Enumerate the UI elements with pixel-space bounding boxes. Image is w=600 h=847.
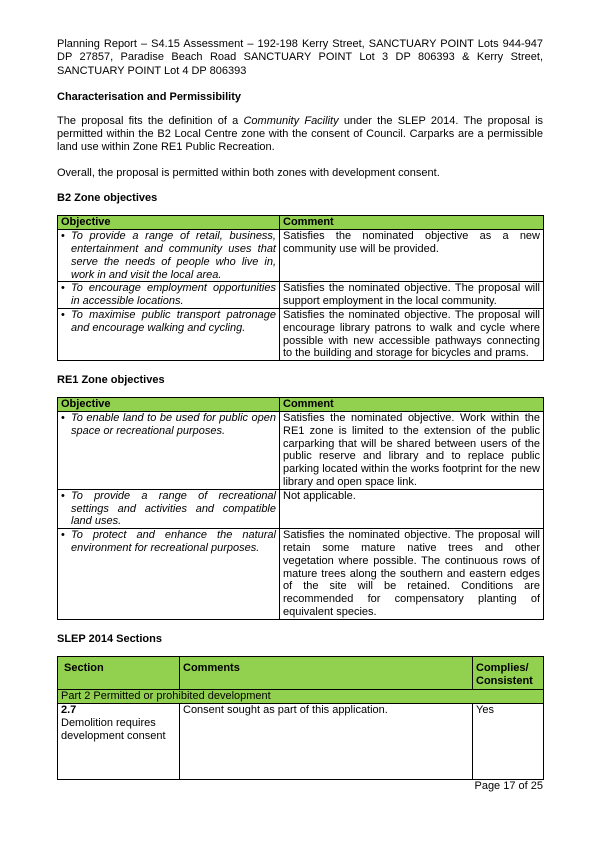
table-row <box>58 704 544 780</box>
part-row <box>58 690 544 704</box>
comment-cell: Satisfies the nominated objective as a new community use will be provided. <box>280 230 544 282</box>
objective-text: To provide a range of retail, business, entertainment and community uses that serve the needs of people who live in, work in and visit the local area. <box>71 230 276 281</box>
comment-cell: Satisfies the nominated objective. Work within the RE1 zone is limited to the extension of the public carparking that will be shared between users of the public reserve and library and to replace public parking located within the works footprint for the new library and open space link. <box>280 411 544 489</box>
table-row <box>58 230 544 282</box>
col-objective: Objective <box>58 398 280 412</box>
comment-cell: Satisfies the nominated objective. The proposal will encourage library patrons to walk and cycle where possible with new accessible pathways connecting to the building and storage for bicycles and prams. <box>280 308 544 360</box>
table-row <box>58 489 544 528</box>
section-cell <box>58 704 180 780</box>
bullet-icon: • <box>61 489 65 502</box>
section-number: 2.7 <box>61 704 77 717</box>
heading-b2-objectives: B2 Zone objectives <box>57 192 158 205</box>
comment-cell: Satisfies the nominated objective. The proposal will support employment in the local community. <box>280 282 544 309</box>
paragraph-overall: Overall, the proposal is permitted within both zones with development consent. <box>57 166 440 179</box>
table-row <box>58 282 544 309</box>
table-row <box>58 308 544 360</box>
page-number: Page 17 of 25 <box>474 780 543 792</box>
objective-text: To enable land to be used for public open space or recreational purposes. <box>71 411 276 437</box>
paragraph-permissibility <box>57 115 543 153</box>
report-header: Planning Report – S4.15 Assessment – 192-198 Kerry Street, SANCTUARY POINT Lots 944-947 DP 27857, Paradise Beach Road SANCTUARY POINT Lot 3 DP 806393 & Kerry Street, SANCTUARY POINT Lot 4 DP 806393 <box>57 38 543 77</box>
objective-cell <box>58 230 280 282</box>
table-row <box>58 529 544 620</box>
objective-cell <box>58 489 280 528</box>
b2-objectives-table <box>57 215 544 361</box>
table-header-row <box>58 398 544 412</box>
objective-cell <box>58 529 280 620</box>
objective-cell <box>58 282 280 309</box>
complies-cell: Yes <box>473 704 544 780</box>
part-heading-cell: Part 2 Permitted or prohibited development <box>58 690 544 704</box>
section-title: Demolition requires development consent <box>61 716 166 742</box>
heading-characterisation: Characterisation and Permissibility <box>57 91 242 104</box>
document-page <box>57 38 543 780</box>
bullet-icon: • <box>61 529 65 542</box>
re1-objectives-table <box>57 397 544 620</box>
slep-sections-table <box>57 656 544 780</box>
objective-text: To protect and enhance the natural environment for recreational purposes. <box>71 529 276 554</box>
objective-cell <box>58 411 280 489</box>
comment-cell: Not applicable. <box>280 489 544 528</box>
objective-cell <box>58 308 280 360</box>
comment-cell: Satisfies the nominated objective. The proposal will retain some mature native trees and other vegetation where possible. The continuous rows of mature trees along the southern and eastern edges of the site will be retained. Conditions are recommended for compensatory planting of equivalent species. <box>280 529 544 620</box>
table-header-row <box>58 656 544 690</box>
bullet-icon: • <box>61 230 65 243</box>
objective-text: To maximise public transport patronage and encourage walking and cycling. <box>71 308 276 334</box>
heading-slep-sections: SLEP 2014 Sections <box>57 632 162 645</box>
bullet-icon: • <box>61 282 65 295</box>
para-text: The proposal fits the definition of a <box>57 115 244 128</box>
heading-re1-objectives: RE1 Zone objectives <box>57 374 165 387</box>
bullet-icon: • <box>61 308 65 321</box>
col-comment: Comment <box>280 398 544 412</box>
para-emphasis: Community Facility <box>243 115 339 128</box>
table-row <box>58 411 544 489</box>
table-header-row <box>58 216 544 230</box>
comments-cell: Consent sought as part of this application. <box>180 704 473 780</box>
objective-text: To encourage employment opportunities in accessible locations. <box>71 282 276 308</box>
col-objective: Objective <box>58 216 280 230</box>
col-section: Section <box>58 656 180 690</box>
para-text: under the SLEP 2014. The proposal is permitted within the B2 Local Centre zone with the consent of Council. Carparks are a permissible land use within Zone RE1 Public Recreation. <box>57 115 544 153</box>
col-comments: Comments <box>180 656 473 690</box>
col-comment: Comment <box>280 216 544 230</box>
bullet-icon: • <box>61 411 65 424</box>
objective-text: To provide a range of recreational settings and activities and compatible land uses. <box>71 489 276 528</box>
col-complies: Complies/ Consistent <box>473 656 544 690</box>
